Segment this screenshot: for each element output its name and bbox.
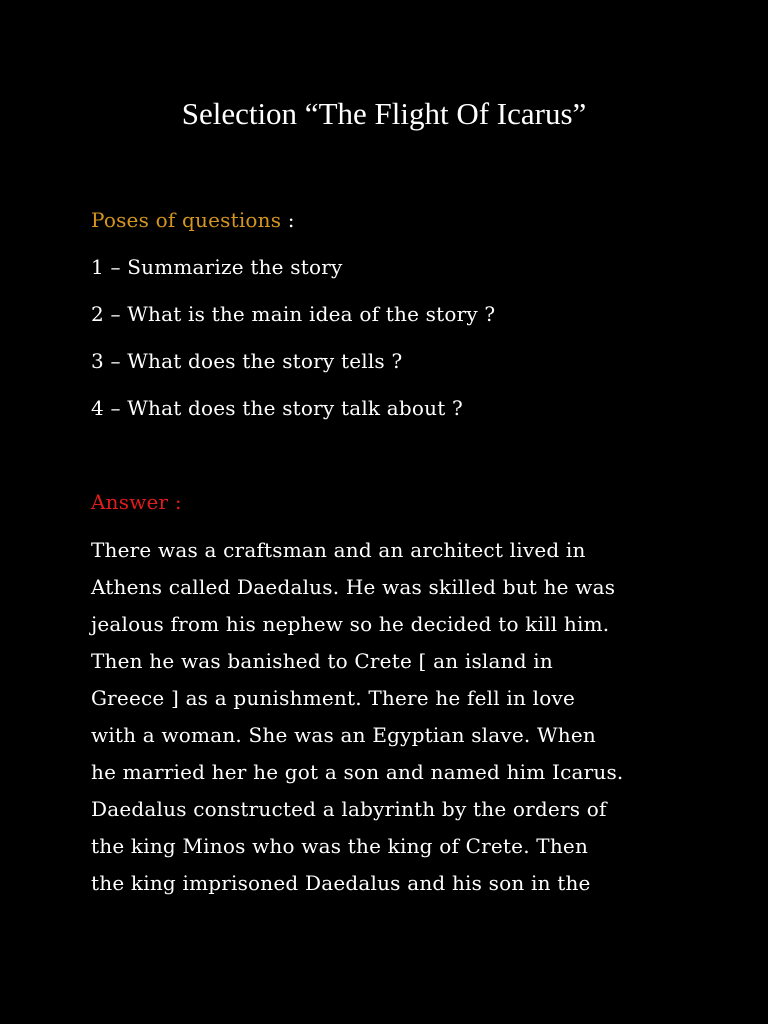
- question-item: 3 – What does the story tells ?: [91, 349, 403, 373]
- answer-line: the king imprisoned Daedalus and his son in the: [91, 871, 591, 895]
- questions-heading-label: Poses of questions: [91, 208, 282, 232]
- page-title: Selection “The Flight Of Icarus”: [181, 96, 587, 131]
- answer-line: There was a craftsman and an architect lived in: [91, 538, 586, 562]
- answer-heading: Answer :: [91, 490, 182, 514]
- answer-line: he married her he got a son and named him Icarus.: [91, 760, 624, 784]
- answer-paragraph: [91, 534, 711, 904]
- question-item: 2 – What is the main idea of the story ?: [91, 302, 496, 326]
- answer-line: Athens called Daedalus. He was skilled but he was: [91, 575, 616, 599]
- answer-line: jealous from his nephew so he decided to kill him.: [91, 612, 610, 636]
- answer-line: with a woman. She was an Egyptian slave. When: [91, 723, 597, 747]
- answer-line: Daedalus constructed a labyrinth by the orders of: [91, 797, 607, 821]
- answer-line: the king Minos who was the king of Crete. Then: [91, 834, 589, 858]
- questions-heading: [91, 204, 711, 236]
- question-item: 4 – What does the story talk about ?: [91, 396, 463, 420]
- questions-heading-suffix: :: [281, 208, 295, 232]
- answer-line: Greece ] as a punishment. There he fell in love: [91, 686, 576, 710]
- question-item: 1 – Summarize the story: [91, 255, 343, 279]
- question-list: [91, 251, 711, 439]
- answer-line: Then he was banished to Crete [ an island in: [91, 649, 553, 673]
